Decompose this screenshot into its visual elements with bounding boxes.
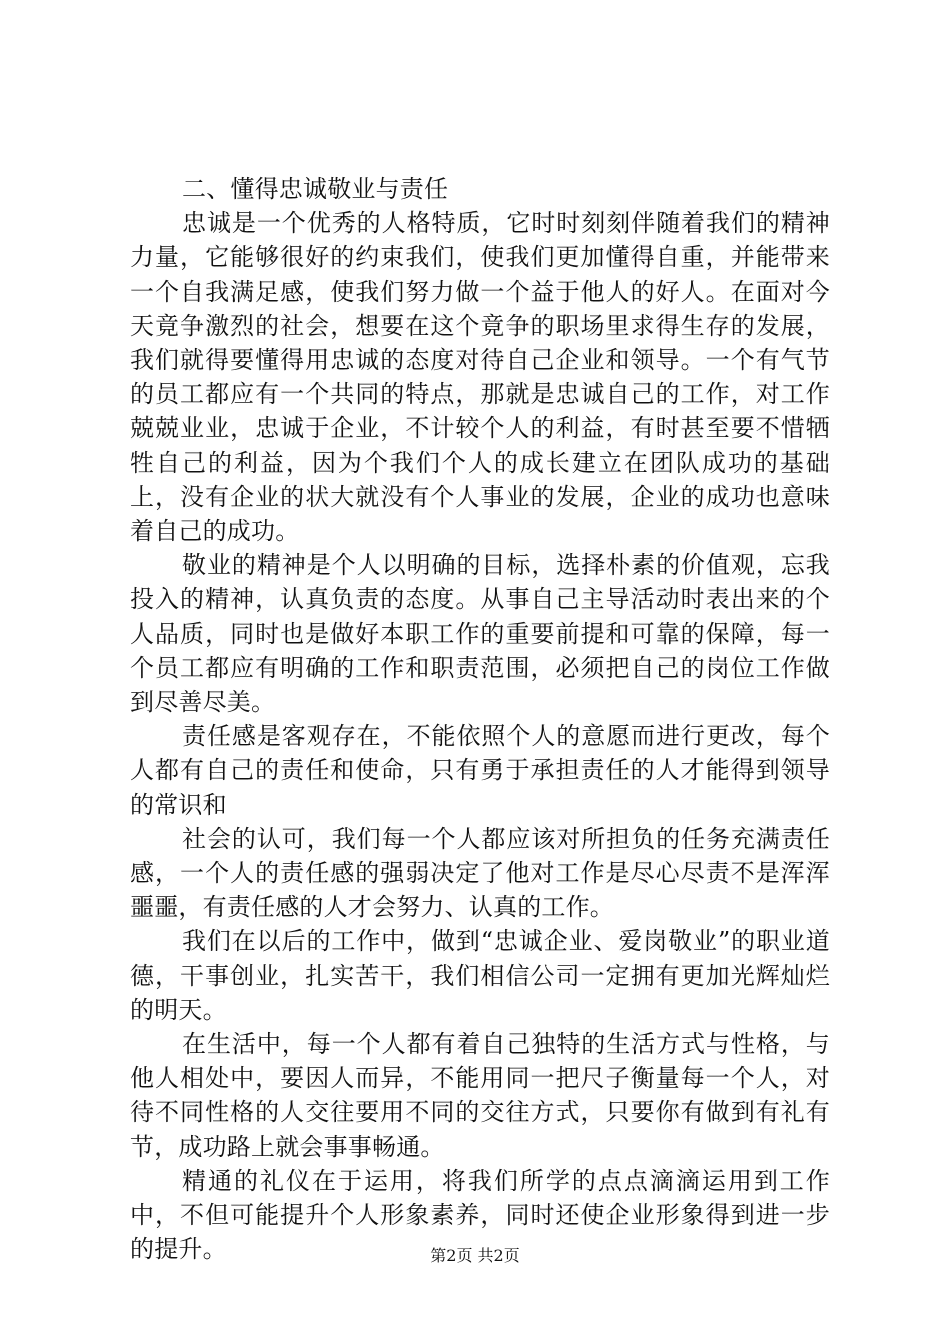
paragraph: 我们在以后的工作中，做到“忠诚企业、爱岗敬业”的职业道德，干事创业，扎实苦干，我们相信公司一定拥有更加光辉灿烂的明天。	[130, 927, 830, 1024]
paragraph: 在生活中，每一个人都有着自己独特的生活方式与性格，与他人相处中，要因人而异，不能用同一把尺子衡量每一个人，对待不同性格的人交往要用不同的交往方式，只要你有做到有礼有节，成功路上就会事事畅通。	[130, 1030, 830, 1161]
page-footer: 第2页 共2页	[430, 1246, 520, 1265]
paragraph: 责任感是客观存在，不能依照个人的意愿而进行更改，每个人都有自己的责任和使命，只有勇于承担责任的人才能得到领导的常识和	[130, 722, 830, 819]
paragraph: 精通的礼仪在于运用，将我们所学的点点滴滴运用到工作中，不但可能提升个人形象素养，同时还使企业形象得到进一步的提升。	[130, 1166, 830, 1264]
paragraph: 敬业的精神是个人以明确的目标，选择朴素的价值观，忘我投入的精神，认真负责的态度。从事自己主导活动时表出来的个人品质，同时也是做好本职工作的重要前提和可靠的保障，每一个员工都应有明确的工作和职责范围，必须把自己的岗位工作做到尽善尽美。	[130, 551, 830, 717]
document-body	[130, 172, 830, 1267]
paragraph: 社会的认可，我们每一个人都应该对所担负的任务充满责任感，一个人的责任感的强弱决定了他对工作是尽心尽责不是浑浑噩噩，有责任感的人才会努力、认真的工作。	[130, 824, 830, 922]
paragraph: 忠诚是一个优秀的人格特质，它时时刻刻伴随着我们的精神力量，它能够很好的约束我们，使我们更加懂得自重，并能带来一个自我满足感，使我们努力做一个益于他人的好人。在面对今天竟争激烈的社会，想要在这个竟争的职场里求得生存的发展，我们就得要懂得用忠诚的态度对待自己企业和领导。一个有气节的员工都应有一个共同的特点，那就是忠诚自己的工作，对工作兢兢业业，忠诚于企业，不计较个人的利益，有时甚至要不惜牺牲自己的利益，因为个我们个人的成长建立在团队成功的基础上，没有企业的状大就没有个人事业的发展，企业的成功也意味着自己的成功。	[130, 209, 830, 546]
section-heading: 二、懂得忠诚敬业与责任	[182, 175, 449, 203]
